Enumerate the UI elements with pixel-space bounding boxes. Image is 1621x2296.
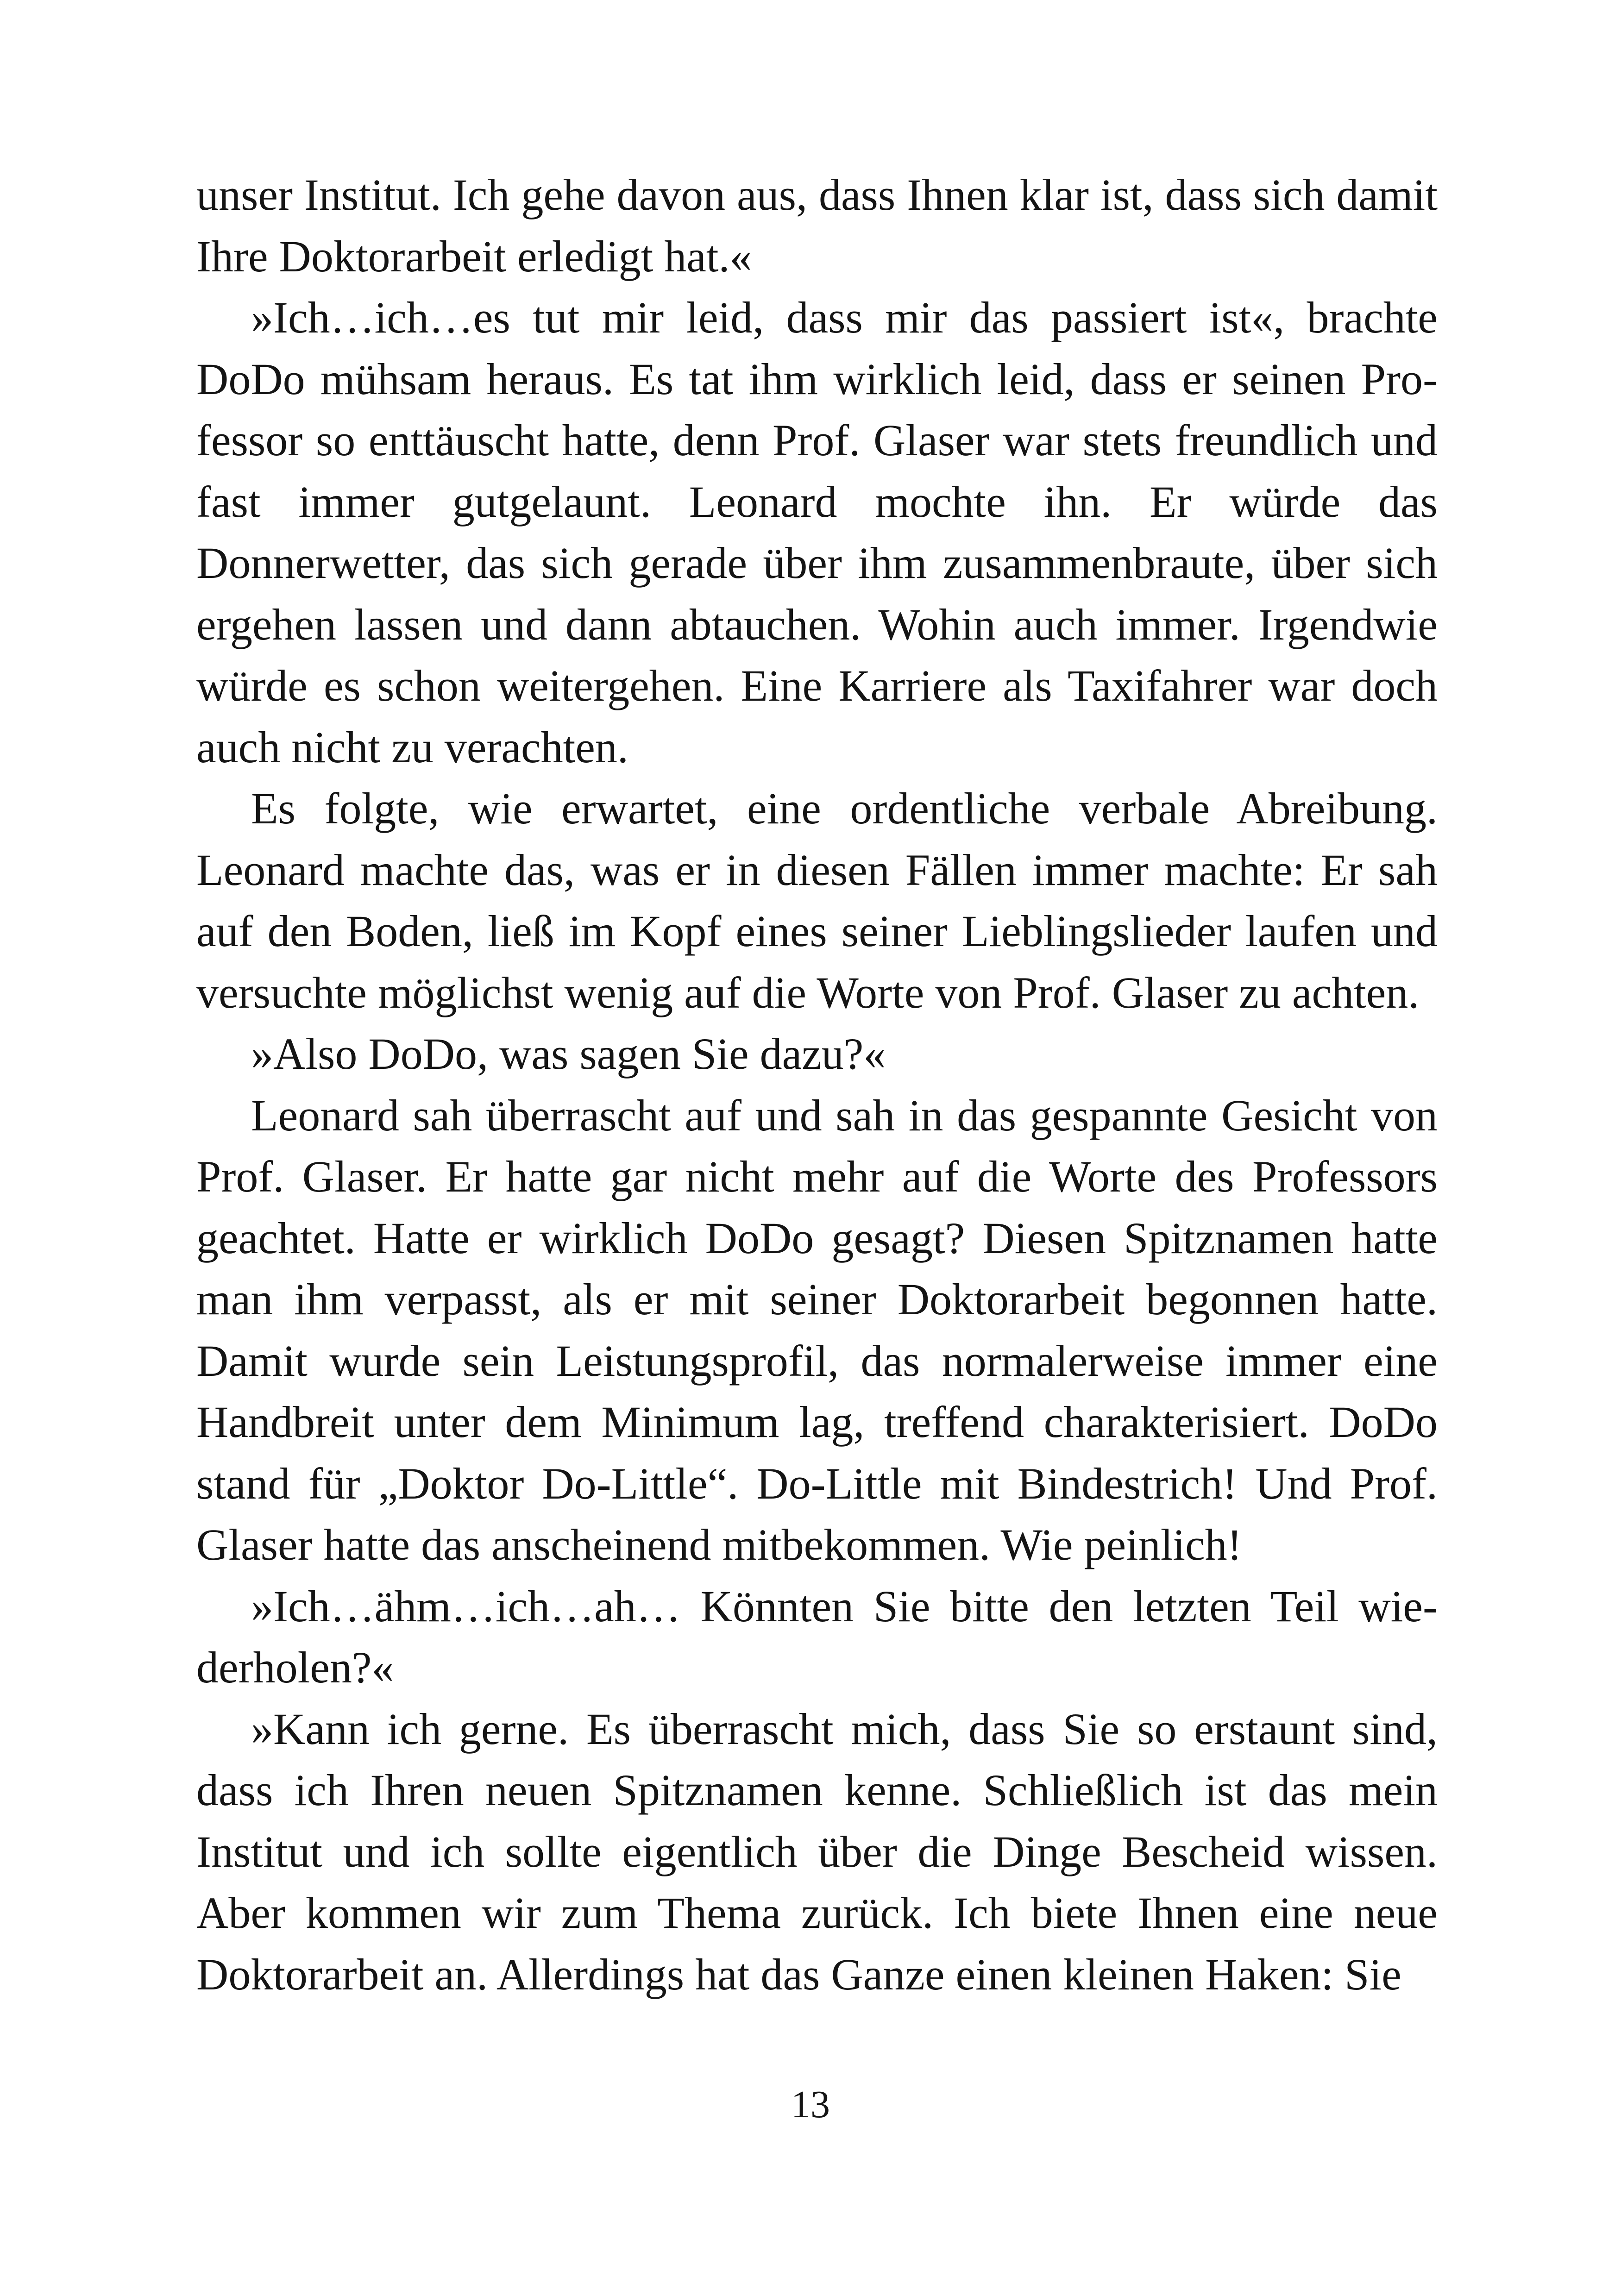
paragraph: »Ich…ähm…ich…ah… Könnten Sie bitte den letzten Teil wiederholen?«: [196, 1581, 1438, 1692]
paragraph: Leonard sah überrascht auf und sah in das gespannte Gesicht von Prof. Glaser. Er hatte gar nicht mehr auf die Worte des Professors geachtet. Hatte er wirklich DoDo gesagt? Diesen Spitznamen hatte man ihm verpasst, als er mit seiner Doktorarbeit begonnen hatte. Damit wurde sein Leistungsprofil, das normalerweise immer eine Handbreit unter dem Minimum lag, treffend charakterisiert. DoDo stand für „Doktor Do-Little“. Do-Little mit Bindestrich! Und Prof. Glaser hatte das anscheinend mitbekommen. Wie peinlich!: [196, 1090, 1438, 1569]
paragraph: »Also DoDo, was sagen Sie dazu?«: [251, 1029, 886, 1079]
paragraph: »Kann ich gerne. Es überrascht mich, dass Sie so erstaunt sind, dass ich Ihren neuen Spitznamen kenne. Schließlich ist das mein Institut und ich sollte eigentlich über die Dinge Bescheid wissen. Aber kommen wir zum Thema zurück. Ich biete Ihnen eine neue Doktorarbeit an. Allerdings hat das Ganze einen kleinen Haken: Sie: [196, 1704, 1438, 1999]
page-number: 13: [791, 2083, 830, 2126]
paragraph: Es folgte, wie erwartet, eine ordentliche verbale Abreibung. Leonard machte das, was er in diesen Fällen immer machte: Er sah auf den Boden, ließ im Kopf eines seiner Lieblingslieder laufen und versuchte möglichst wenig auf die Worte von Prof. Glaser zu achten.: [196, 784, 1438, 1017]
paragraph: »Ich…ich…es tut mir leid, dass mir das passiert ist«, brachte DoDo mühsam heraus. Es tat ihm wirklich leid, dass er seinen Professor so enttäuscht hatte, denn Prof. Glaser war stets freundlich und fast immer gutgelaunt. Leonard mochte ihn. Er würde das Donnerwetter, das sich gerade über ihm zusammenbraute, über sich ergehen lassen und dann abtauchen. Wohin auch immer. Irgendwie würde es schon weitergehen. Eine Karriere als Taxifahrer war doch auch nicht zu verachten.: [196, 293, 1438, 772]
paragraph: unser Institut. Ich gehe davon aus, dass Ihnen klar ist, dass sich damit Ihre Doktorarbeit erledigt hat.«: [196, 170, 1438, 281]
body-text: [196, 164, 1438, 2005]
